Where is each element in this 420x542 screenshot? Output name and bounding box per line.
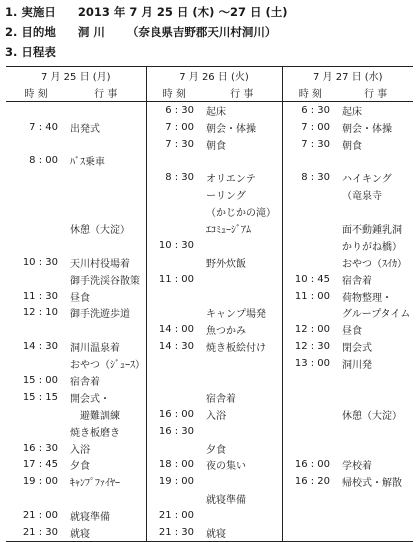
section-destination-label: 2. 目的地: [5, 25, 56, 39]
event-cell: 天川村役場着: [66, 254, 146, 271]
day-header-1: 7 月 25 日 (月): [6, 67, 146, 84]
event-cell: [202, 355, 282, 372]
time-cell: [6, 490, 66, 507]
section-date-value: 2013 年 7 月 25 日 (木) ～27 日 (土): [77, 5, 288, 19]
table-row: [6, 237, 413, 254]
event-cell: 出発式: [66, 119, 146, 136]
time-cell: [282, 372, 338, 389]
event-cell: 朝会・体操: [202, 119, 282, 136]
event-cell: 夜の集い: [202, 456, 282, 473]
event-cell: [202, 271, 282, 288]
event-cell: [338, 524, 413, 541]
table-row: [6, 220, 413, 237]
time-cell: 21 : 00: [158, 510, 195, 522]
table-row: [6, 440, 413, 457]
time-cell: [282, 152, 338, 169]
event-cell: 夕食: [202, 440, 282, 457]
event-cell: 学校着: [342, 461, 373, 473]
event-cell: 洞川温泉着: [66, 338, 146, 355]
time-col-header: 時 刻: [282, 84, 338, 101]
time-cell: 21 : 30: [6, 524, 66, 541]
time-cell: [282, 203, 338, 220]
table-row: [6, 389, 413, 406]
time-cell: [146, 440, 202, 457]
table-row: [6, 338, 413, 355]
event-cell: 魚つかみ: [202, 321, 282, 338]
table-row: [6, 304, 413, 321]
time-cell: 16 : 20: [294, 476, 331, 488]
event-cell: [202, 152, 282, 169]
event-cell: ｷｬﾝﾌﾟﾌｧｲﾔｰ: [66, 473, 146, 490]
event-cell: オリエンテ: [202, 169, 282, 186]
event-cell: 起床: [342, 106, 363, 118]
time-cell: 21 : 00: [22, 510, 58, 522]
event-cell: [338, 372, 413, 389]
event-cell: 宿舎着: [342, 275, 373, 287]
event-cell: 昼食: [66, 288, 146, 305]
time-cell: 18 : 00: [158, 459, 195, 471]
event-cell: [338, 152, 413, 169]
event-cell: [202, 473, 282, 490]
table-row: [6, 321, 413, 338]
schedule-table: [6, 66, 413, 542]
time-cell: [282, 389, 338, 406]
event-cell: ーリング: [202, 186, 282, 203]
event-cell: 面不動鍾乳洞: [342, 224, 403, 236]
time-cell: 12 : 00: [294, 324, 331, 336]
table-row: [6, 186, 413, 203]
time-cell: 16 : 00: [158, 408, 195, 420]
time-cell: [282, 507, 338, 524]
table-row: [6, 372, 413, 389]
time-cell: [6, 220, 66, 237]
table-row: [6, 473, 413, 490]
time-cell: [146, 490, 202, 507]
event-cell: 開会式・: [66, 389, 146, 406]
table-row: [6, 136, 413, 153]
event-cell: 朝食: [342, 140, 363, 152]
event-cell: 入浴: [202, 406, 282, 423]
table-row: [6, 423, 413, 440]
time-cell: [146, 355, 202, 372]
event-cell: [338, 507, 413, 524]
table-row: [6, 456, 413, 473]
event-cell: （かじかの滝）: [202, 203, 282, 220]
event-cell: 焼き板絵付け: [202, 338, 282, 355]
event-cell: 就寝: [202, 524, 282, 541]
time-cell: 8 : 30: [301, 172, 331, 184]
table-row: [6, 254, 413, 271]
table-row: [6, 406, 413, 423]
time-cell: 11 : 00: [158, 273, 195, 285]
event-cell: [202, 372, 282, 389]
event-cell: （竜泉寺: [342, 191, 383, 203]
table-row: [6, 507, 413, 524]
table-row: [6, 152, 413, 169]
time-cell: [6, 101, 66, 118]
time-cell: 7 : 30: [301, 138, 331, 150]
event-cell: 朝食: [202, 136, 282, 153]
time-cell: 17 : 45: [22, 459, 58, 471]
time-cell: 19 : 00: [158, 476, 195, 488]
time-cell: [146, 186, 202, 203]
event-cell: [338, 389, 413, 406]
event-cell: [66, 169, 146, 186]
time-cell: [146, 220, 202, 237]
table-row: [6, 119, 413, 136]
event-cell: 宿舎着: [66, 372, 146, 389]
event-cell: [66, 237, 146, 254]
event-cell: 焼き板磨き: [66, 423, 146, 440]
time-cell: 14 : 30: [158, 341, 195, 353]
event-cell: 夕食: [66, 456, 146, 473]
time-cell: [6, 136, 66, 153]
event-cell: 休憩（大淀）: [66, 220, 146, 237]
event-cell: [338, 440, 413, 457]
event-cell: 昼食: [342, 326, 363, 338]
event-cell: [66, 101, 146, 118]
event-col-header: 行 事: [338, 84, 413, 101]
time-cell: [282, 490, 338, 507]
time-cell: 7 : 00: [165, 121, 195, 133]
event-cell: [338, 490, 413, 507]
section-destination-place: 洞 川: [77, 25, 105, 39]
table-row: [6, 169, 413, 186]
time-cell: 14 : 00: [158, 324, 195, 336]
event-cell: ｴｺﾐｭｰｼﾞｱﾑ: [202, 220, 282, 237]
time-cell: 16 : 30: [22, 442, 58, 454]
time-cell: 14 : 30: [22, 341, 58, 353]
event-cell: キャンプ場発: [202, 304, 282, 321]
time-cell: [282, 186, 338, 203]
event-cell: [202, 423, 282, 440]
time-cell: [146, 152, 202, 169]
event-cell: グループタイム: [342, 309, 411, 321]
time-cell: 21 : 30: [146, 524, 202, 541]
event-cell: 帰校式・解散: [342, 478, 403, 490]
time-cell: 15 : 15: [22, 391, 58, 403]
time-cell: 7 : 00: [301, 121, 331, 133]
event-col-header: 行 事: [66, 84, 146, 101]
time-cell: 10 : 30: [22, 256, 58, 268]
event-cell: [66, 490, 146, 507]
section-schedule-label: 3. 日程表: [5, 45, 56, 59]
event-cell: かりがね橋）: [342, 241, 403, 253]
time-cell: [146, 288, 202, 305]
event-cell: [338, 423, 413, 440]
time-cell: 12 : 10: [22, 307, 58, 319]
event-cell: 朝会・体操: [342, 123, 393, 135]
time-cell: 7 : 30: [165, 138, 195, 150]
time-cell: 10 : 45: [294, 273, 331, 285]
event-cell: 御手洗遊歩道: [66, 304, 146, 321]
time-cell: [6, 169, 66, 186]
time-col-header: 時 刻: [146, 84, 202, 101]
day-header-3: 7 月 27 日 (水): [282, 67, 413, 84]
section-destination-note: （奈良県吉野郡天川村洞川）: [126, 25, 277, 39]
time-cell: 10 : 30: [158, 239, 195, 251]
time-cell: 6 : 30: [165, 104, 195, 116]
time-cell: [6, 186, 66, 203]
schedule-body: [6, 101, 413, 541]
event-cell: おやつ（ｼﾞｭｰｽ）: [66, 355, 146, 372]
event-cell: 就寝: [66, 524, 146, 541]
time-cell: [282, 524, 338, 541]
event-cell: [66, 321, 146, 338]
time-cell: 11 : 30: [22, 290, 58, 302]
event-cell: 避難訓練: [66, 406, 146, 423]
time-cell: [6, 271, 66, 288]
time-cell: 7 : 40: [29, 121, 58, 133]
event-cell: [202, 237, 282, 254]
time-cell: [6, 355, 66, 372]
time-col-header: 時 刻: [6, 84, 66, 101]
table-row: [6, 355, 413, 372]
section-date: [5, 4, 287, 20]
time-cell: 19 : 00: [22, 476, 58, 488]
time-cell: 13 : 00: [294, 358, 331, 370]
event-cell: [66, 136, 146, 153]
time-cell: [282, 254, 338, 271]
time-cell: 16 : 30: [158, 425, 195, 437]
time-cell: [146, 372, 202, 389]
event-cell: 荷物整理・: [342, 292, 393, 304]
time-cell: [282, 304, 338, 321]
event-cell: [66, 186, 146, 203]
table-row: [6, 490, 413, 507]
event-cell: [66, 203, 146, 220]
event-cell: 閉会式: [342, 343, 373, 355]
time-cell: [146, 304, 202, 321]
event-cell: 洞川発: [342, 360, 373, 372]
event-cell: 起床: [202, 101, 282, 118]
section-date-label: 1. 実施日: [5, 5, 56, 19]
event-cell: 入浴: [66, 440, 146, 457]
event-cell: 就寝準備: [66, 507, 146, 524]
event-cell: ﾊﾞｽ乗車: [66, 152, 146, 169]
event-cell: 野外炊飯: [202, 254, 282, 271]
time-cell: [6, 237, 66, 254]
event-cell: 就寝準備: [202, 490, 282, 507]
time-cell: [282, 406, 338, 423]
table-row: [6, 288, 413, 305]
time-cell: 11 : 00: [294, 290, 331, 302]
event-cell: [202, 288, 282, 305]
event-cell: [338, 203, 413, 220]
event-cell: ハイキング: [342, 174, 392, 186]
time-cell: [282, 220, 338, 237]
time-cell: 15 : 00: [22, 374, 58, 386]
time-cell: 6 : 30: [301, 104, 331, 116]
time-cell: [146, 203, 202, 220]
time-cell: 8 : 30: [165, 172, 195, 184]
table-row: [6, 271, 413, 288]
section-destination: [5, 24, 276, 40]
time-cell: [282, 237, 338, 254]
table-row: [6, 524, 413, 541]
time-cell: 16 : 00: [294, 459, 331, 471]
event-cell: [202, 507, 282, 524]
table-row: [6, 101, 413, 118]
time-cell: [146, 389, 202, 406]
time-cell: [6, 321, 66, 338]
time-cell: 8 : 00: [29, 155, 58, 167]
time-cell: [282, 440, 338, 457]
section-schedule: [5, 44, 56, 60]
time-cell: [6, 203, 66, 220]
time-cell: [146, 254, 202, 271]
time-cell: 12 : 30: [294, 341, 331, 353]
event-cell: 宿舎着: [202, 389, 282, 406]
event-cell: 休憩（大淀）: [342, 410, 403, 422]
time-cell: [6, 423, 66, 440]
table-row: [6, 203, 413, 220]
time-cell: [6, 406, 66, 423]
day-header-2: 7 月 26 日 (火): [146, 67, 282, 84]
time-cell: [282, 423, 338, 440]
event-cell: 御手洗渓谷散策: [66, 271, 146, 288]
event-col-header: 行 事: [202, 84, 282, 101]
event-cell: おやつ（ｽｲｶ）: [342, 258, 408, 270]
